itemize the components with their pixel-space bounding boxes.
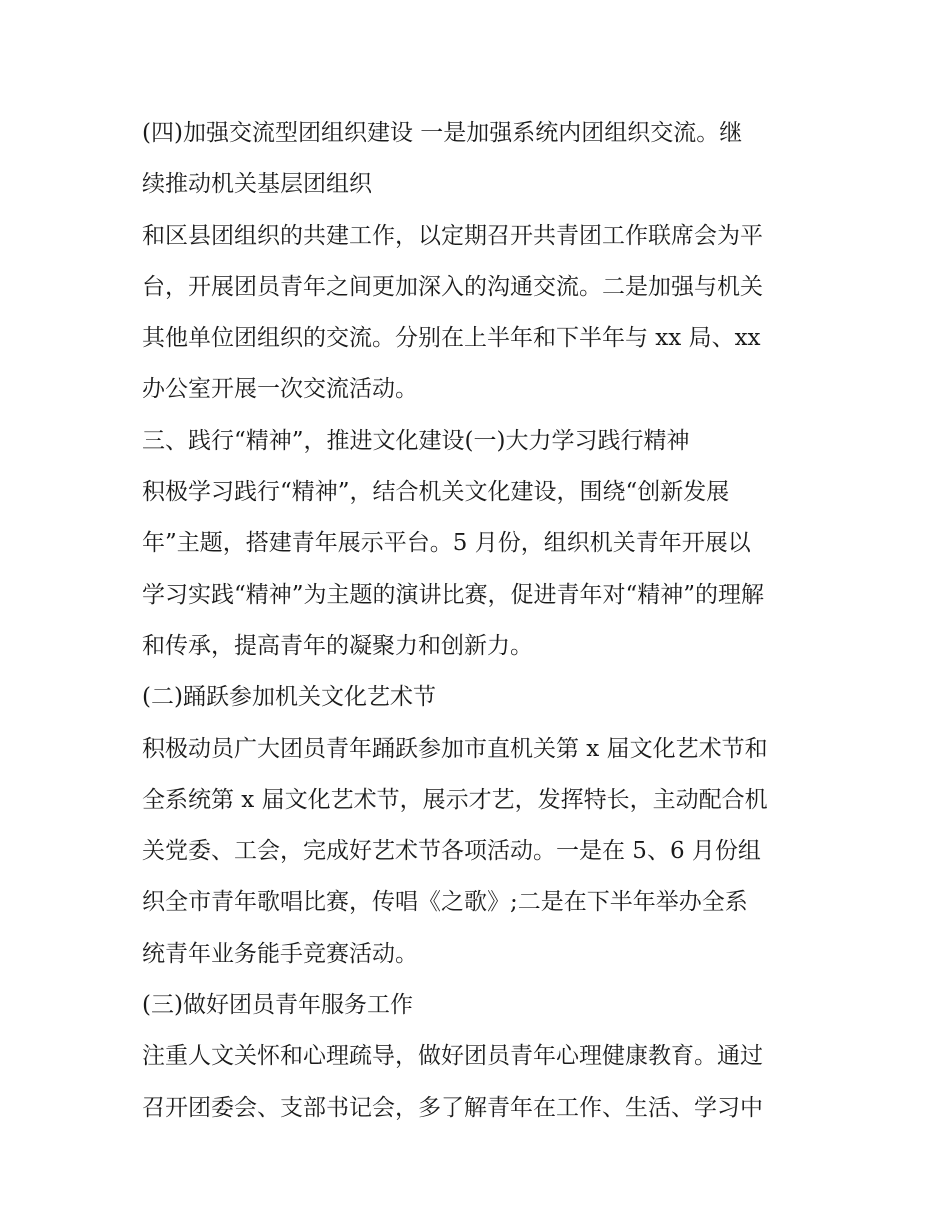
- text-line: 关党委、工会，完成好艺术节各项活动。一是在 5、6 月份组: [142, 838, 761, 865]
- text-line: 办公室开展一次交流活动。: [142, 376, 418, 403]
- text-line: 年”主题，搭建青年展示平台。5 月份，组织机关青年开展以: [142, 530, 751, 557]
- subsection-heading: (三)做好团员青年服务工作: [142, 992, 413, 1019]
- text-line: 积极学习践行“精神”，结合机关文化建设，围绕“创新发展: [142, 479, 730, 506]
- document-body: [142, 108, 822, 1134]
- text-line: 全系统第 x 届文化艺术节，展示才艺，发挥特长，主动配合机: [142, 786, 768, 813]
- section-heading: 三、践行“精神”，推进文化建设(一)大力学习践行精神: [142, 427, 690, 454]
- text-line: 和传承，提高青年的凝聚力和创新力。: [142, 632, 533, 659]
- text-line: 召开团委会、支部书记会，多了解青年在工作、生活、学习中: [142, 1094, 763, 1121]
- text-line: (四)加强交流型团组织建设 一是加强系统内团组织交流。继: [142, 120, 743, 146]
- text-line: 和区县团组织的共建工作，以定期召开共青团工作联席会为平: [142, 222, 763, 249]
- text-line: 注重人文关怀和心理疏导，做好团员青年心理健康教育。通过: [142, 1043, 763, 1070]
- text-line: 织全市青年歌唱比赛，传唱《之歌》;二是在下半年举办全系: [142, 889, 748, 916]
- text-line: 统青年业务能手竞赛活动。: [142, 940, 418, 967]
- text-line: 学习实践“精神”为主题的演讲比赛，促进青年对“精神”的理解: [142, 581, 765, 608]
- subsection-heading: (二)踊跃参加机关文化艺术节: [142, 684, 436, 711]
- text-line: 续推动机关基层团组织: [142, 171, 372, 198]
- text-line: 积极动员广大团员青年踊跃参加市直机关第 x 届文化艺术节和: [142, 735, 768, 762]
- text-line: 台，开展团员青年之间更加深入的沟通交流。二是加强与机关: [142, 273, 763, 300]
- text-line: 其他单位团组织的交流。分别在上半年和下半年与 xx 局、xx: [142, 325, 761, 352]
